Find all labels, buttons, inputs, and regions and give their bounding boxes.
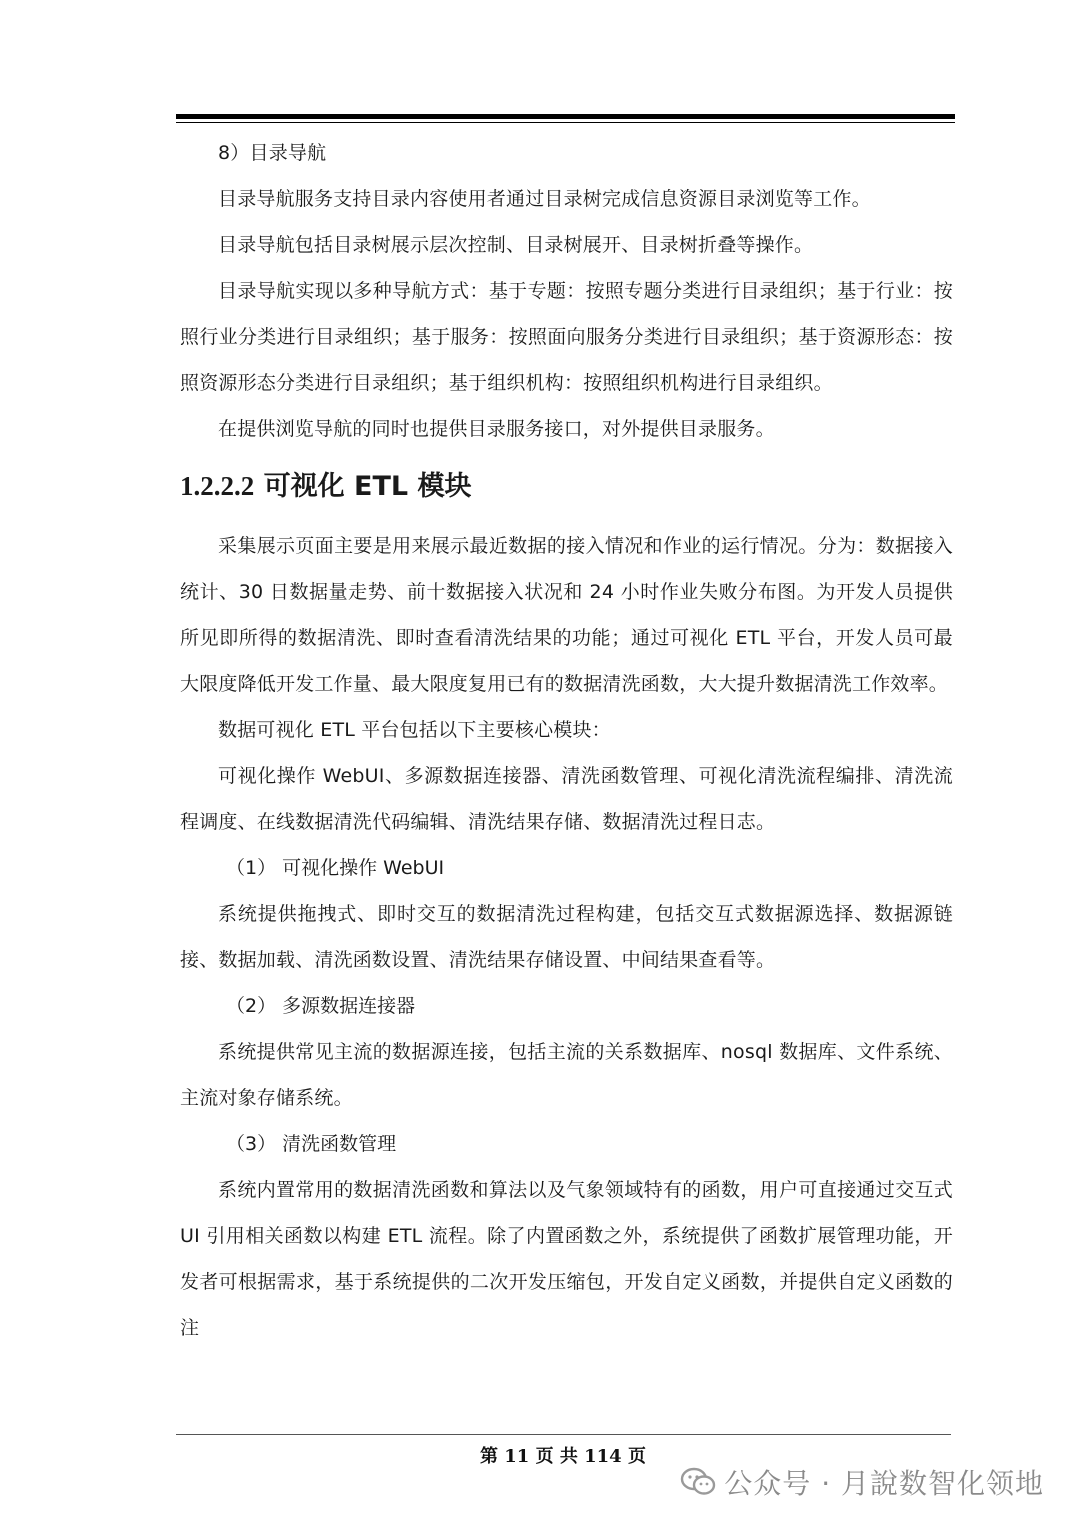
item-8-title: 8）目录导航 (218, 142, 327, 164)
subsection-2-title: （2） 多源数据连接器 (226, 995, 416, 1017)
footer-rule (176, 1434, 951, 1435)
paragraph: 目录导航包括目录树展示层次控制、目录树展开、目录树折叠等操作。 (218, 234, 814, 256)
paragraph: 可视化操作 WebUI、多源数据连接器、清洗函数管理、可视化清洗流程编排、清洗流程调度、在线数据清洗代码编辑、清洗结果存储、数据清洗过程日志。 (180, 765, 953, 833)
paragraph: 采集展示页面主要是用来展示最近数据的接入情况和作业的运行情况。分为：数据接入统计、30 日数据量走势、前十数据接入状况和 24 小时作业失败分布图。为开发人员提供所见即所得的数据清洗、即时查看清洗结果的功能；通过可视化 ETL 平台，开发人员可最大限度降低开发工作量、最大限度复用已有的数据清洗函数，大大提升数据清洗工作效率。 (180, 535, 953, 695)
page-number: 第 11 页 共 114 页 (480, 1446, 646, 1467)
section-heading-text: 可视化 ETL 模块 (263, 471, 472, 502)
paragraph: 系统内置常用的数据清洗函数和算法以及气象领域特有的函数，用户可直接通过交互式 UI 引用相关函数以构建 ETL 流程。除了内置函数之外，系统提供了函数扩展管理功能，开发者可根据需求，基于系统提供的二次开发压缩包，开发自定义函数，并提供自定义函数的注 (180, 1179, 953, 1339)
wechat-icon (680, 1466, 716, 1498)
subsection-3-title: （3） 清洗函数管理 (226, 1133, 397, 1155)
paragraph: 系统提供常见主流的数据源连接，包括主流的关系数据库、nosql 数据库、文件系统、主流对象存储系统。 (180, 1041, 953, 1109)
watermark (680, 1462, 1044, 1502)
section-heading (180, 456, 953, 517)
subsection-1-title: （1） 可视化操作 WebUI (226, 857, 445, 879)
paragraph: 系统提供拖拽式、即时交互的数据清洗过程构建，包括交互式数据源选择、数据源链接、数据加载、清洗函数设置、清洗结果存储设置、中间结果查看等。 (180, 903, 953, 971)
watermark-text: 公众号 · 月說数智化领地 (724, 1467, 1044, 1500)
page-content (180, 130, 953, 1351)
paragraph: 目录导航服务支持目录内容使用者通过目录树完成信息资源目录浏览等工作。 (218, 188, 871, 210)
header-rule-thin (176, 122, 955, 123)
paragraph: 目录导航实现以多种导航方式：基于专题：按照专题分类进行目录组织；基于行业：按照行业分类进行目录组织；基于服务：按照面向服务分类进行目录组织；基于资源形态：按照资源形态分类进行目录组织；基于组织机构：按照组织机构进行目录组织。 (180, 280, 953, 394)
paragraph: 数据可视化 ETL 平台包括以下主要核心模块： (218, 719, 611, 741)
section-heading-number: 1.2.2.2 (180, 471, 255, 501)
paragraph: 在提供浏览导航的同时也提供目录服务接口，对外提供目录服务。 (218, 418, 775, 440)
header-rule-thick (176, 114, 955, 119)
